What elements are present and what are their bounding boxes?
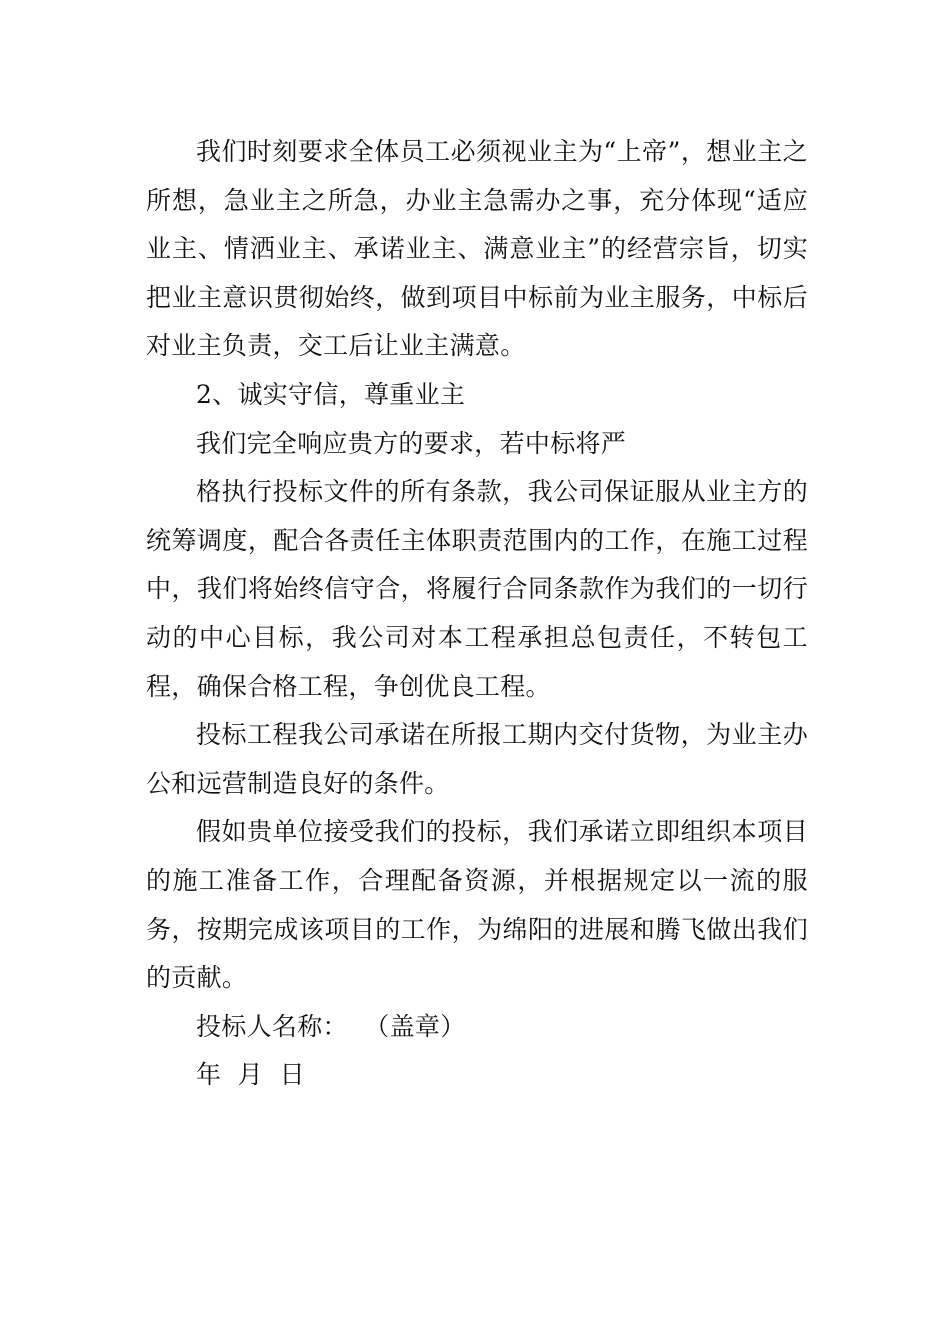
paragraph-contract-commitment: 格执行投标文件的所有条款，我公司保证服从业主方的统筹调度，配合各责任主体职责范围内的工作，在施工过程中，我们将始终信守合，将履行合同条款作为我们的一切行动的中心目标，我公司对本工程承担总包责任，不转包工程，确保合格工程，争创优良工程。 bbox=[146, 477, 808, 701]
document-body bbox=[146, 128, 808, 1100]
signature-line: 投标人名称： （盖章） bbox=[196, 1011, 466, 1041]
paragraph-response-intro: 我们完全响应贵方的要求，若中标将严 bbox=[196, 428, 627, 458]
section-heading-honesty: 2、诚实守信，尊重业主 bbox=[196, 379, 466, 409]
date-line: 年 月 日 bbox=[196, 1060, 305, 1090]
paragraph-acceptance-commitment: 假如贵单位接受我们的投标，我们承诺立即组织本项目的施工准备工作，合理配备资源，并根据规定以一流的服务，按期完成该项目的工作，为绵阳的进展和腾飞做出我们的贡献。 bbox=[146, 817, 808, 993]
paragraph-delivery-commitment: 投标工程我公司承诺在所报工期内交付货物，为业主办公和远营制造良好的条件。 bbox=[146, 720, 808, 798]
paragraph-service-philosophy: 我们时刻要求全体员工必须视业主为“上帝”，想业主之所想，急业主之所急，办业主急需办之事，充分体现“适应业主、情洒业主、承诺业主、满意业主”的经营宗旨，切实把业主意识贯彻始终，做到项目中标前为业主服务，中标后对业主负责，交工后让业主满意。 bbox=[146, 137, 808, 361]
